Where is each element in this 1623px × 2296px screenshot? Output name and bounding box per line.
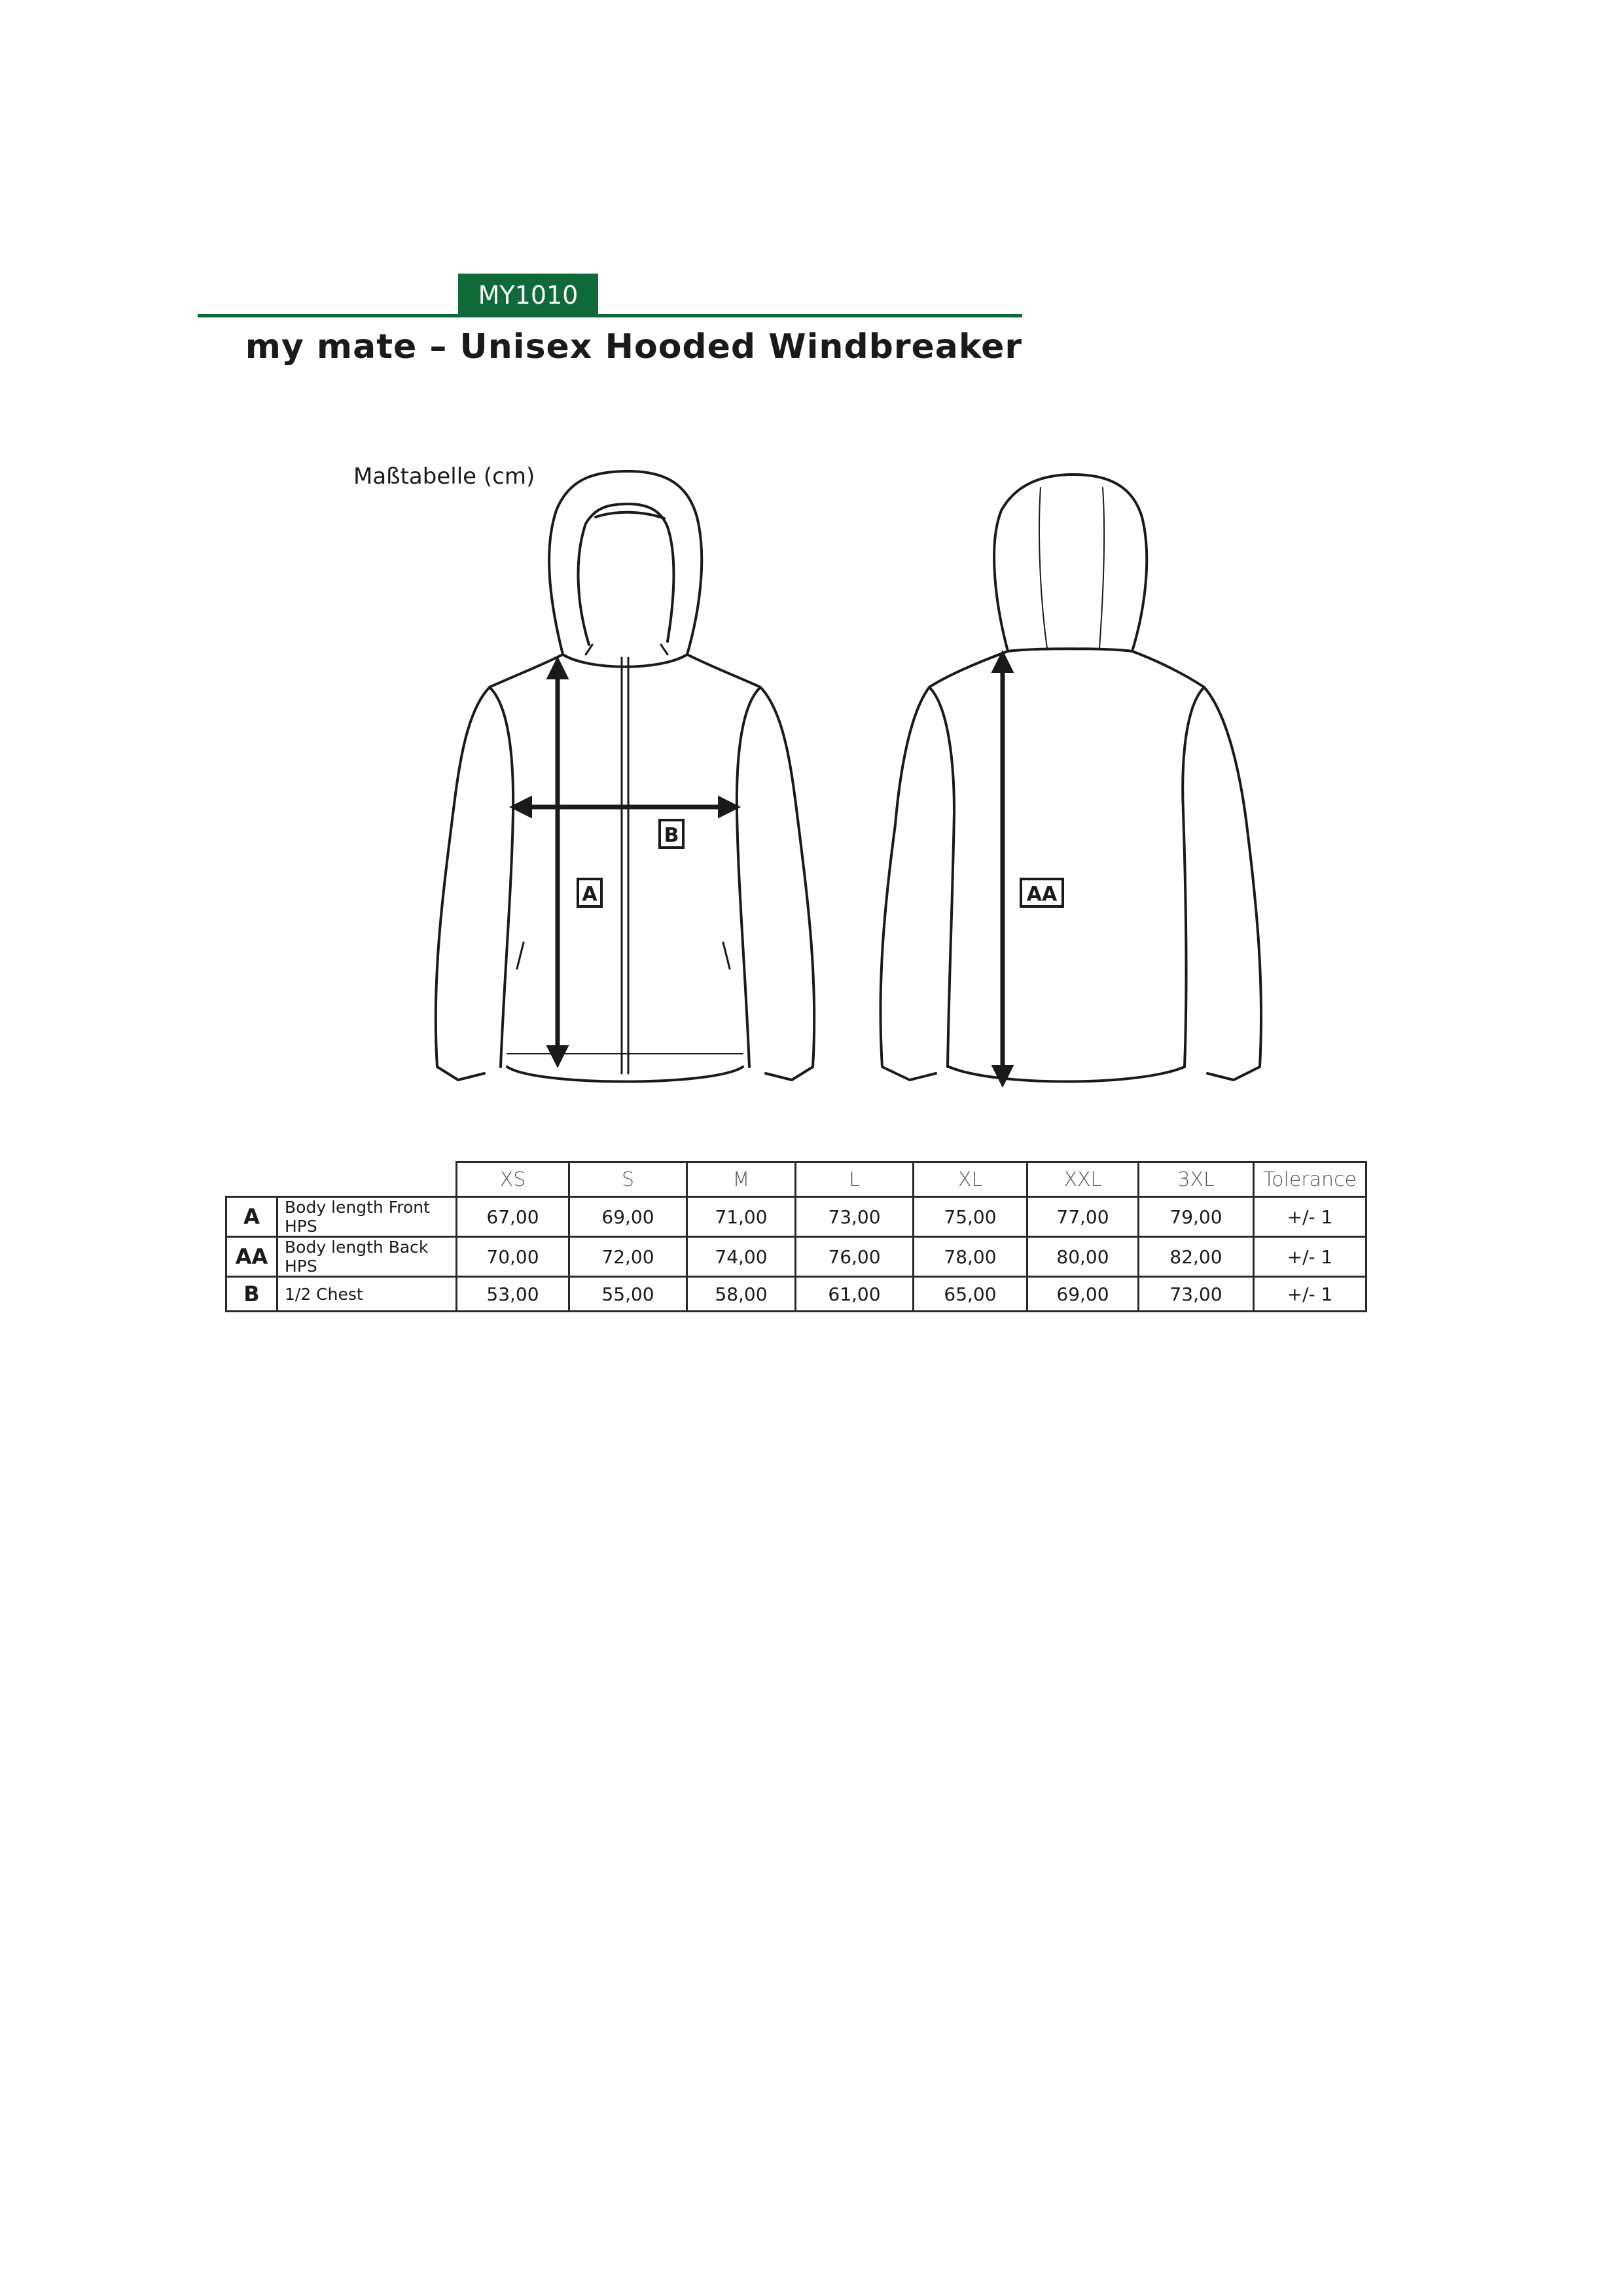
- table-cell: 82,00: [1139, 1237, 1254, 1277]
- table-cell: 58,00: [687, 1277, 796, 1312]
- table-cell: 61,00: [796, 1277, 914, 1312]
- tolerance-cell: +/- 1: [1254, 1277, 1366, 1312]
- size-header: XL: [914, 1162, 1027, 1197]
- product-code-badge: MY1010: [458, 274, 598, 317]
- back-label-aa: AA: [1026, 883, 1058, 906]
- size-header: 3XL: [1139, 1162, 1254, 1197]
- table-cell: 77,00: [1027, 1197, 1139, 1237]
- product-title: my mate – Unisex Hooded Windbreaker: [245, 327, 1022, 367]
- size-chart-subtitle: Maßtabelle (cm): [353, 463, 535, 490]
- table-cell: 53,00: [457, 1277, 569, 1312]
- size-header: L: [796, 1162, 914, 1197]
- size-header-row: [226, 1162, 1366, 1197]
- size-header: XXL: [1027, 1162, 1139, 1197]
- measure-label: 1/2 Chest: [277, 1277, 457, 1312]
- size-header: S: [569, 1162, 687, 1197]
- table-cell: 55,00: [569, 1277, 687, 1312]
- table-cell: 72,00: [569, 1237, 687, 1277]
- measure-code: B: [226, 1277, 277, 1312]
- front-label-b: B: [664, 824, 679, 847]
- front-view-jacket: [436, 471, 814, 1082]
- table-cell: 73,00: [796, 1197, 914, 1237]
- table-cell: 65,00: [914, 1277, 1027, 1312]
- table-cell: 70,00: [457, 1237, 569, 1277]
- measure-code: AA: [226, 1237, 277, 1277]
- size-table: [225, 1161, 1367, 1312]
- table-cell: 71,00: [687, 1197, 796, 1237]
- front-label-a: A: [582, 883, 597, 906]
- measure-code: A: [226, 1197, 277, 1237]
- table-cell: 67,00: [457, 1197, 569, 1237]
- table-row: [226, 1277, 1366, 1312]
- header-rule: [198, 314, 1022, 317]
- table-cell: 79,00: [1139, 1197, 1254, 1237]
- tolerance-cell: +/- 1: [1254, 1197, 1366, 1237]
- table-cell: 69,00: [569, 1197, 687, 1237]
- measure-label: Body length Back HPS: [277, 1237, 457, 1277]
- table-row: [226, 1197, 1366, 1237]
- table-row: [226, 1237, 1366, 1277]
- back-view-jacket: [880, 475, 1261, 1082]
- table-cell: 76,00: [796, 1237, 914, 1277]
- tolerance-header: Tolerance: [1254, 1162, 1366, 1197]
- garment-technical-drawing: [0, 458, 1623, 1113]
- table-cell: 80,00: [1027, 1237, 1139, 1277]
- table-cell: 75,00: [914, 1197, 1027, 1237]
- tolerance-cell: +/- 1: [1254, 1237, 1366, 1277]
- table-cell: 78,00: [914, 1237, 1027, 1277]
- table-cell: 73,00: [1139, 1277, 1254, 1312]
- size-header: XS: [457, 1162, 569, 1197]
- size-header: M: [687, 1162, 796, 1197]
- measure-label: Body length Front HPS: [277, 1197, 457, 1237]
- table-cell: 74,00: [687, 1237, 796, 1277]
- table-cell: 69,00: [1027, 1277, 1139, 1312]
